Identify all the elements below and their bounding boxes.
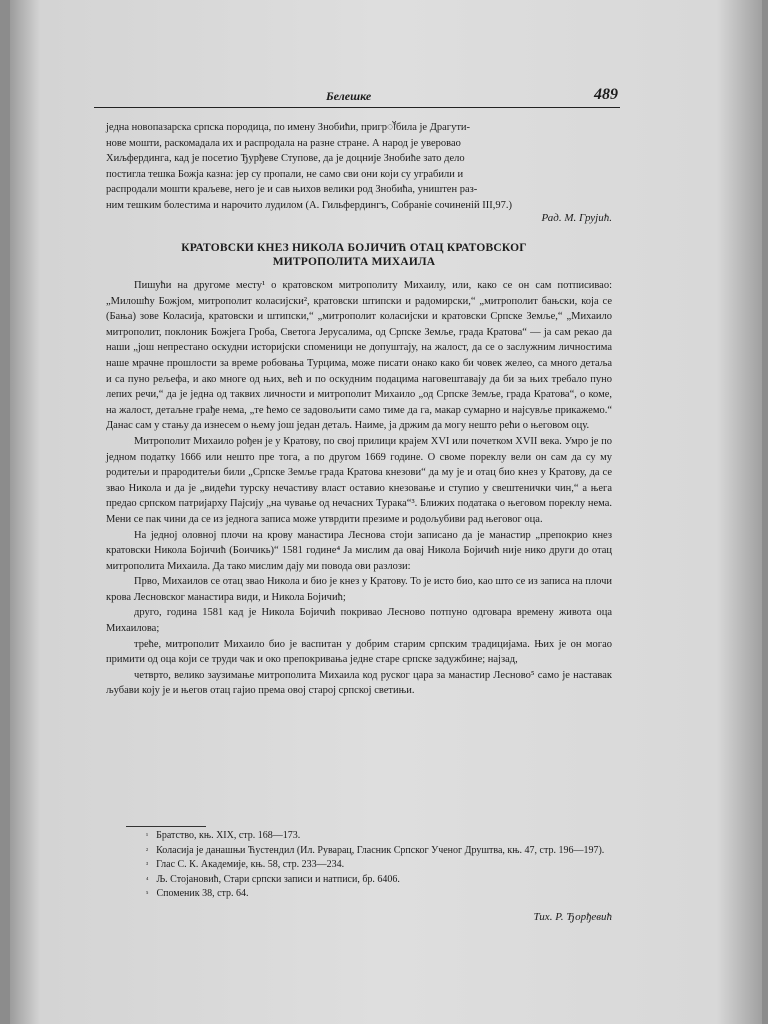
footnote-text: Братство, књ. XIX, стр. 168—173. xyxy=(156,830,301,841)
paragraph: четврто, велико заузимање митрополита Михаила код руског цара за манастир Лесново⁵ само је наставак љубави коју је и његов отац гајио према овој старој српској светињи. xyxy=(106,669,612,697)
title-line: МИТРОПОЛИТА МИХАИЛА xyxy=(272,256,436,268)
footnote-number: ³ xyxy=(146,861,149,870)
footnote-text: Споменик 38, стр. 64. xyxy=(156,888,249,900)
header-rule xyxy=(94,107,620,108)
footnote-number: ¹ xyxy=(146,832,149,840)
text-line: Хиљфердинга, кад је посетио Ђурђеве Ступове, да је доцније Знобиће зато дело xyxy=(106,153,465,165)
running-title: Белешке xyxy=(326,89,372,103)
paragraph: Митрополит Михаило рођен је у Кратову, по свој прилици крајем XVI или почетком XVII века. Умро је по једном податку 1666 или нешто пре тога, а по другом 1669 године. О своме пореклу вели он сам да су му родитељи и прародитељи били „Српске Земље града Кратова кнезови“ да му је и отац био кнез у Кратову, да се звао Никола и да је „видећи турску нечастиву власт оставио кнезовање и ступио у свештенички чин,“ а њега предао српском патријарху Пајсију „на чување од нечасних Турака“³. Ближих података о његовом пореклу нема. Мени се пак чини да се из једнога записа може утврдити презиме и родољубиви рад његовог оца. xyxy=(106,435,612,525)
previous-article-ending xyxy=(106,120,612,214)
footnote-rule xyxy=(126,826,206,827)
paragraph: Прво, Михаилов се отац звао Никола и био је кнез у Кратову. То је исто био, као што се из записа на плочи крова Лесновског манастира види, и Никола Бојичић; xyxy=(106,576,612,603)
paragraph: Пишући на другоме месту¹ о кратовском митрополиту Михаилу, или, како се он сам потписивао: „Милошћу Божјом, митрополит коласијски², кратовски штипски и радомирски,“ „митрополит бањски, која се (Бања) зове Коласија, кратовски и штипски,“ „митрополит коласијски и кратовски Српске Земље,“ „Михаило митрополит, поклоник Божјега Гроба, Светога Јерусалима, од Српске Земље, града Кратова“ — ја сам рекао да наши „још непрестано оскудни историјски споменици не допуштају, на жалост, да се о заслужним личностима наше мрачне прошлости за време робовања Турцима, може писати онако како би човек желео, са много детаља и са пуно рељефа, и ако многе од њих, већ и по оскудним подацима наговештавају да би за њих требало пуно лепих речи,“ да је једна од таквих личности и митрополит Михаило „од Српске Земље, града Кратова“, о коме, на жалост, детаљне грађе нема, „те ћемо се задовољити само тиме да га, макар сумарно и најсувље прикажемо.“ Данас сам у стању да изнесем о њему још један детаљ. Наиме, ја држим да могу нешто рећи о његовом оцу. xyxy=(106,280,612,432)
text-line: постигла тешка Божја казна: јер су пропали, не само сви они који су уграбили и xyxy=(106,168,464,180)
paragraph: На једној оловној плочи на крову манастира Леснова стоји записано да је манастир „препокрио кнез кратовски Никола Бојичић (Боичикь)“ 1581 године⁴ Ја мислим да овај Никола Бојичић није нико други до отац митрополита Михаила. Да тако мислим дају ми повода ови разлози: xyxy=(106,529,612,572)
article-title xyxy=(96,241,612,269)
article-body xyxy=(106,278,612,699)
footnote xyxy=(146,873,612,888)
book-page xyxy=(10,0,762,1024)
footnote xyxy=(146,887,612,902)
footnote-text: Љ. Стојановић, Стари српски записи и натписи, бр. 6406. xyxy=(156,873,400,885)
footnote-text: Коласија је данашњи Ћустендил (Ил. Руварац, Гласник Српског Ученог Друштва, књ. 47, стр. 196—197). xyxy=(156,844,605,856)
footnote-text: Глас С. К. Академије, књ. 58, стр. 233—234. xyxy=(156,859,345,871)
footnote-number: ² xyxy=(146,846,149,855)
text-line: нове мошти, раскомадала их и распродала на разне стране. А народ је уверовао xyxy=(106,137,461,149)
footnotes xyxy=(146,829,612,902)
text-line: распродали мошти краљеве, него је и сав њихов велики род Знобића, уништен раз- xyxy=(106,184,478,196)
footnote-number: ⁴ xyxy=(146,875,149,884)
text-line: ним тешким болестима и нарочито лудилом (А. Гильфердингъ, Собраніе сочиненій III,97.) xyxy=(106,199,512,211)
paragraph: треће, митрополит Михаило био је васпитан у добрим старим српским традицијама. Њих је он могао примити од оца који се труди чак и око препокривања једне старе српске задужбине; најзад, xyxy=(106,638,612,666)
title-line: КРАТОВСКИ КНЕЗ НИКОЛА БОЈИЧИЋ ОТАЦ КРАТОВСКОГ xyxy=(181,242,527,254)
footnote xyxy=(146,829,612,844)
footnote xyxy=(146,844,612,859)
page-number: 489 xyxy=(594,86,618,103)
footnote xyxy=(146,858,612,873)
paragraph: друго, година 1581 кад је Никола Бојичић покривао Лесново потпуно одговара времену живота оца Михаилова; xyxy=(106,607,612,635)
text-line: једна новопазарска српска породица, по имену Знобићи, пригрॉбила је Драгути- xyxy=(106,122,471,133)
running-header xyxy=(96,86,618,106)
footnote-number: ⁵ xyxy=(146,890,149,899)
author-signature: Тих. Р. Ђорђевић xyxy=(533,911,612,923)
author-signature: Рад. М. Грујић. xyxy=(541,212,612,224)
